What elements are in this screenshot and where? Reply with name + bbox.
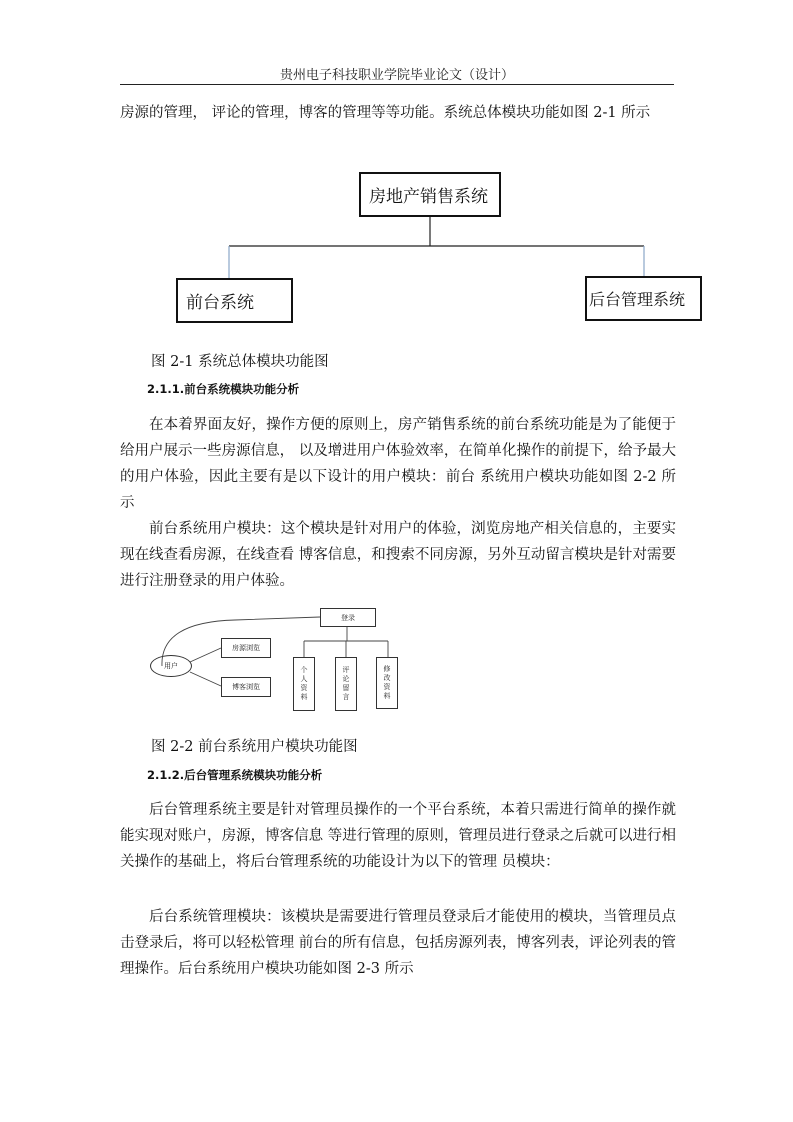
section-heading-2-1-2: 2.1.2.后台管理系统模块功能分析 bbox=[147, 768, 323, 782]
fig2-blog-browse-label: 博客浏览 bbox=[232, 683, 260, 691]
fig1-root-box: 房地产销售系统 bbox=[359, 172, 501, 217]
fig2-edit-info-label: 修改资料 bbox=[383, 665, 391, 701]
paragraph-front-1: 在本着界面友好，操作方便的原则上，房产销售系统的前台系统功能是为了能便于给用户展示一些房源信息， 以及增进用户体验效率，在简单化操作的前提下，给予最大的用户体验，因此主要有是以下设计的用户模块：前台 系统用户模块功能如图 2-2 所示 bbox=[120, 417, 676, 511]
paragraph-front-2: 前台系统用户模块：这个模块是针对用户的体验，浏览房地产相关信息的，主要实现在线查看房源，在线查看 博客信息，和搜索不同房源，另外互动留言模块是针对需要进行注册登录的用户体验。 bbox=[120, 521, 676, 589]
fig2-house-browse-box bbox=[221, 638, 271, 658]
fig2-login-label: 登录 bbox=[341, 613, 355, 622]
fig2-comment-label: 评论留言 bbox=[342, 666, 350, 702]
fig2-edit-info-box bbox=[376, 657, 398, 709]
fig1-front-box: 前台系统 bbox=[176, 278, 293, 323]
fig2-house-browse-label: 房源浏览 bbox=[232, 644, 260, 652]
figure-2-1-caption: 图 2-1 系统总体模块功能图 bbox=[151, 354, 329, 370]
fig2-personal-info-box bbox=[293, 657, 315, 711]
figure-2-2-caption: 图 2-2 前台系统用户模块功能图 bbox=[151, 739, 358, 755]
fig1-back-box: 后台管理系统 bbox=[585, 276, 702, 321]
section-heading-2-1-1: 2.1.1.前台系统模块功能分析 bbox=[147, 382, 300, 396]
fig2-login-box bbox=[320, 608, 376, 627]
page-header: 贵州电子科技职业学院毕业论文（设计） bbox=[279, 68, 514, 83]
paragraph-intro: 房源的管理， 评论的管理，博客的管理等等功能。系统总体模块功能如图 2-1 所示 bbox=[120, 105, 651, 121]
fig2-blog-browse-box bbox=[221, 677, 271, 697]
fig2-comment-box bbox=[335, 657, 357, 711]
fig2-user-node bbox=[150, 655, 192, 677]
paragraph-back-2: 后台系统管理模块：该模块是需要进行管理员登录后才能使用的模块，当管理员点击登录后，将可以轻松管理 前台的所有信息，包括房源列表，博客列表，评论列表的管理操作。后台系统用户模块功能如图 2-3 所示 bbox=[120, 909, 676, 977]
fig2-personal-info-label: 个人资料 bbox=[300, 666, 308, 702]
paragraph-back-1: 后台管理系统主要是针对管理员操作的一个平台系统，本着只需进行简单的操作就能实现对账户，房源，博客信息 等进行管理的原则，管理员进行登录之后就可以进行相关操作的基础上，将后台管理系统的功能设计为以下的管理 员模块： bbox=[120, 802, 676, 870]
fig2-user-label: 用户 bbox=[164, 662, 178, 670]
